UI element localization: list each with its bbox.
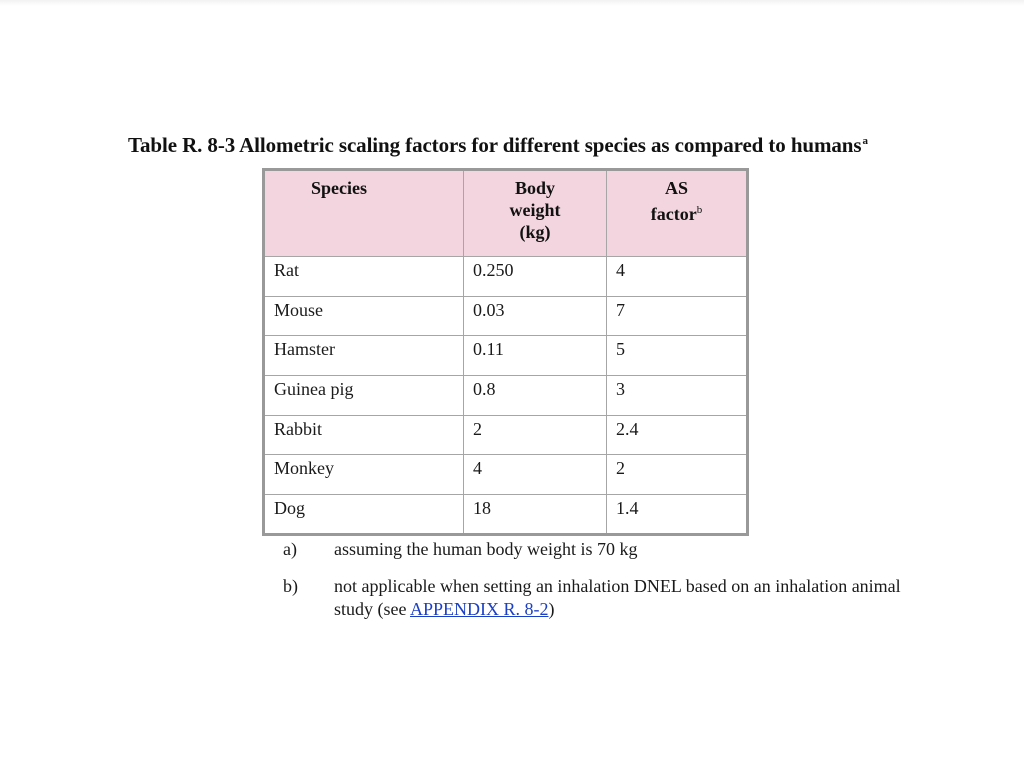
cell-species: Rat [264, 257, 464, 297]
cell-body-weight: 2 [464, 415, 607, 455]
header-body-weight [464, 170, 607, 257]
table-row [264, 415, 748, 455]
footnote-a [283, 538, 914, 561]
table-body [264, 257, 748, 535]
cell-as-factor: 1.4 [607, 495, 748, 535]
table-row [264, 296, 748, 336]
header-body-weight-line3: (kg) [519, 222, 551, 242]
header-species [264, 170, 464, 257]
table-footnotes [283, 538, 914, 635]
page-top-edge [0, 0, 1024, 6]
footnote-b [283, 575, 914, 621]
header-as-factor-line2 [607, 199, 746, 225]
footnote-text-closing: ) [548, 599, 555, 619]
table-row [264, 336, 748, 376]
header-as-factor [607, 170, 748, 257]
table-row [264, 455, 748, 495]
cell-as-factor: 2 [607, 455, 748, 495]
table-row [264, 376, 748, 416]
header-as-factor-label: factor [650, 204, 697, 224]
cell-species: Mouse [264, 296, 464, 336]
cell-species: Guinea pig [264, 376, 464, 416]
cell-as-factor: 3 [607, 376, 748, 416]
cell-as-factor: 4 [607, 257, 748, 297]
table-row [264, 257, 748, 297]
footnote-text-container [334, 575, 914, 621]
cell-species: Monkey [264, 455, 464, 495]
header-body-weight-line1: Body [514, 178, 556, 198]
cell-body-weight: 4 [464, 455, 607, 495]
table-caption-text: Table R. 8-3 Allometric scaling factors for different species as compared to humans [128, 133, 862, 157]
cell-body-weight: 0.8 [464, 376, 607, 416]
footnote-text: assuming the human body weight is 70 kg [334, 539, 638, 559]
cell-as-factor: 7 [607, 296, 748, 336]
cell-body-weight: 18 [464, 495, 607, 535]
cell-as-factor: 5 [607, 336, 748, 376]
scaling-factors-table [262, 168, 749, 536]
footnote-letter: a) [283, 539, 297, 559]
table-caption [128, 133, 868, 158]
header-species-label: Species [311, 178, 367, 198]
header-as-factor-line1: AS [664, 178, 688, 198]
cell-species: Rabbit [264, 415, 464, 455]
appendix-link[interactable]: APPENDIX R. 8-2 [410, 599, 549, 619]
cell-species: Dog [264, 495, 464, 535]
cell-body-weight: 0.11 [464, 336, 607, 376]
cell-as-factor: 2.4 [607, 415, 748, 455]
table-row [264, 495, 748, 535]
table-header [264, 170, 748, 257]
header-body-weight-line2: weight [509, 200, 561, 220]
table-caption-footnote-marker: a [862, 135, 868, 147]
header-as-factor-footnote-marker: b [696, 204, 703, 216]
header-row [264, 170, 748, 257]
cell-body-weight: 0.03 [464, 296, 607, 336]
footnote-letter: b) [283, 576, 298, 596]
footnote-text: not applicable when setting an inhalation DNEL based on an inhalation animal study (see [334, 576, 901, 619]
cell-species: Hamster [264, 336, 464, 376]
cell-body-weight: 0.250 [464, 257, 607, 297]
